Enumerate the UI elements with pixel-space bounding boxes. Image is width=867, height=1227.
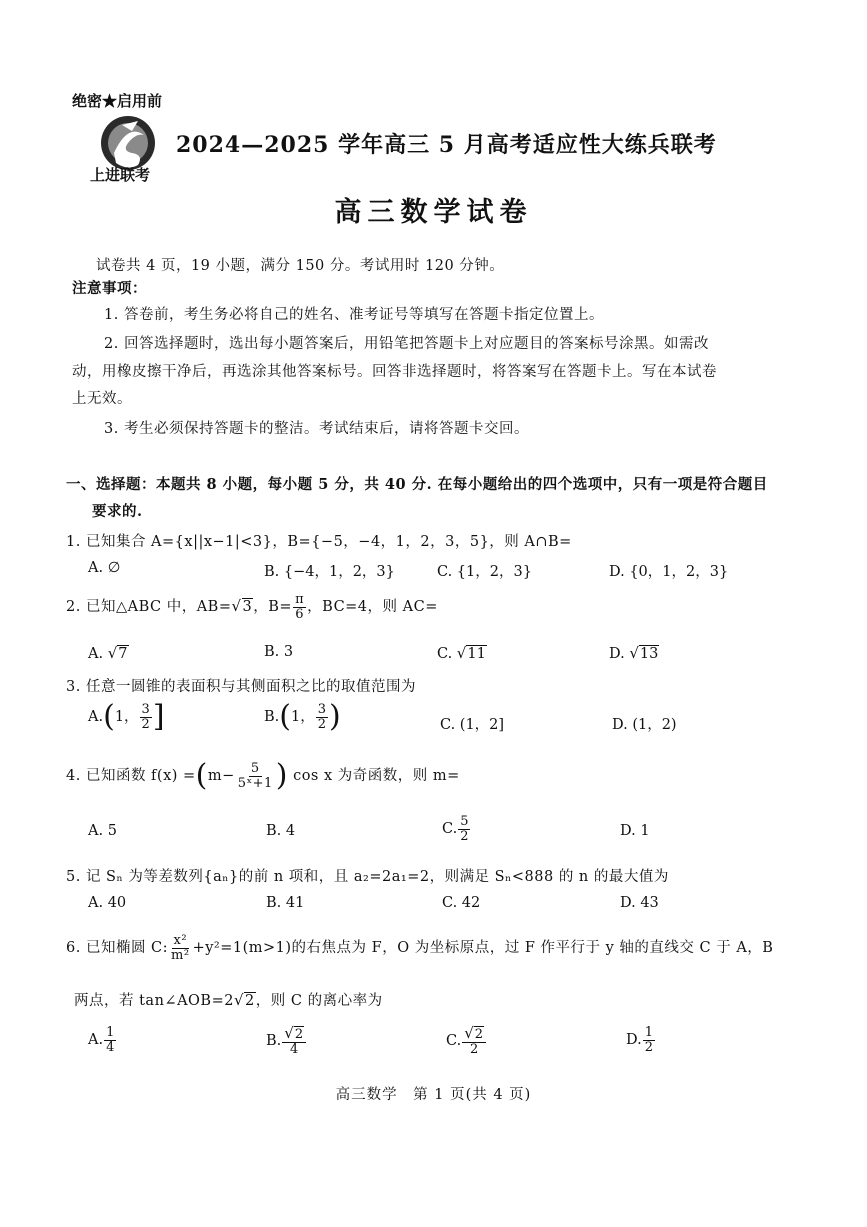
q4-option-a: A. 5 [88, 823, 117, 839]
q2-option-b: B. 3 [264, 644, 294, 660]
q5-option-a: A. 40 [88, 895, 127, 911]
q2-option-d: D. √13 [609, 644, 659, 662]
exam-title: 2024—2025 学年高三 5 月高考适应性大练兵联考 [176, 132, 717, 158]
q2-option-c: C. √11 [437, 644, 486, 662]
q4-option-d: D. 1 [620, 823, 650, 839]
q6-option-b: B. $\frac{√2}{4}$ [266, 1026, 307, 1056]
q2-sqrt: √3 [231, 597, 253, 616]
confidential-label: 绝密★启用前 [72, 92, 163, 110]
q3-option-c: C. (1，2] [440, 717, 505, 733]
q2-stem: 2. 已知△ABC 中，AB=√3，B= $\frac{\pi}{6}$ ，BC=4，则 AC= [66, 592, 438, 622]
q5-option-d: D. 43 [620, 895, 659, 911]
note-1: 1. 答卷前，考生务必将自己的姓名、准考证号等填写在答题卡指定位置上。 [104, 307, 604, 323]
q6-option-a: A. $\frac{1}{4}$ [88, 1025, 115, 1055]
q4-fraction: $\frac{5}{\text{5ˣ+1}}$ [237, 760, 273, 791]
note-2-end: 上无效。 [72, 391, 132, 407]
q5-option-c: C. 42 [442, 895, 481, 911]
q1-option-a: A. ∅ [88, 560, 121, 576]
section-heading: 一、选择题：本题共 8 小题，每小题 5 分，共 40 分. 在每小题给出的四个选项中，只有一项是符合题目 [66, 476, 768, 493]
q2-angle-fraction: $\frac{\pi}{6}$ [295, 592, 305, 622]
q2-option-a: A. √7 [88, 644, 128, 662]
q3-option-b: B.(1， $\frac{3}{2}$ ) [264, 699, 341, 734]
note-2-cont: 动，用橡皮擦干净后，再选涂其他答案标号。回答非选择题时，将答案写在答题卡上。写在本试卷 [72, 364, 717, 380]
q1-stem: 1. 已知集合 A={x||x−1|<3}，B={−5，−4，1，2，3，5}，则 A∩B= [66, 534, 572, 550]
note-3: 3. 考生必须保持答题卡的整洁。考试结束后，请将答题卡交回。 [104, 421, 529, 437]
logo-text: 上进联考 [90, 166, 151, 184]
q6-stem-cont: 两点，若 tan∠AOB=2√2，则 C 的离心率为 [74, 991, 383, 1009]
q3-stem: 3. 任意一圆锥的表面积与其侧面积之比的取值范围为 [66, 679, 416, 695]
q6-option-c: C. $\frac{√2}{2}$ [446, 1026, 487, 1056]
q1-option-b: B. {−4，1，2，3} [264, 564, 395, 580]
notes-heading: 注意事项： [72, 280, 147, 297]
q6-option-d: D. $\frac{1}{2}$ [626, 1025, 653, 1055]
q1-option-c: C. {1，2，3} [437, 564, 532, 580]
exam-subtitle: 高三数学试卷 [334, 197, 533, 228]
q4-option-c: C. $\frac{5}{2}$ [442, 814, 469, 844]
q4-stem: 4. 已知函数 f(x) =(m− $\frac{5}{\text{5ˣ+1}}$ ) cos x 为奇函数，则 m= [66, 758, 460, 793]
page-footer: 高三数学 第 1 页(共 4 页) [335, 1087, 532, 1103]
section-heading-cont: 要求的. [92, 503, 143, 520]
q5-stem: 5. 记 Sₙ 为等差数列{aₙ}的前 n 项和，且 a₂=2a₁=2，则满足 Sₙ<888 的 n 的最大值为 [66, 869, 669, 885]
q5-option-b: B. 41 [266, 895, 305, 911]
q6-fraction: $\frac{\text{x²}}{\text{m²}}$ [171, 933, 190, 963]
exam-intro: 试卷共 4 页，19 小题，满分 150 分。考试用时 120 分钟。 [96, 258, 505, 274]
q3-option-a: A.(1， $\frac{3}{2}$ ] [88, 699, 165, 734]
q1-option-d: D. {0，1，2，3} [609, 564, 729, 580]
q4-option-b: B. 4 [266, 823, 296, 839]
q3-option-d: D. (1，2) [612, 717, 677, 733]
q2-stem-pre: 2. 已知△ABC 中，AB= [66, 599, 232, 616]
q6-stem: 6. 已知椭圆 C: $\frac{\text{x²}}{\text{m²}}$ +y²=1(m>1)的右焦点为 F，O 为坐标原点，过 F 作平行于 y 轴的直线交 C 于 A，B [66, 933, 774, 963]
note-2: 2. 回答选择题时，选出每小题答案后，用铅笔把答题卡上对应题目的答案标号涂黑。如需改 [104, 336, 709, 352]
